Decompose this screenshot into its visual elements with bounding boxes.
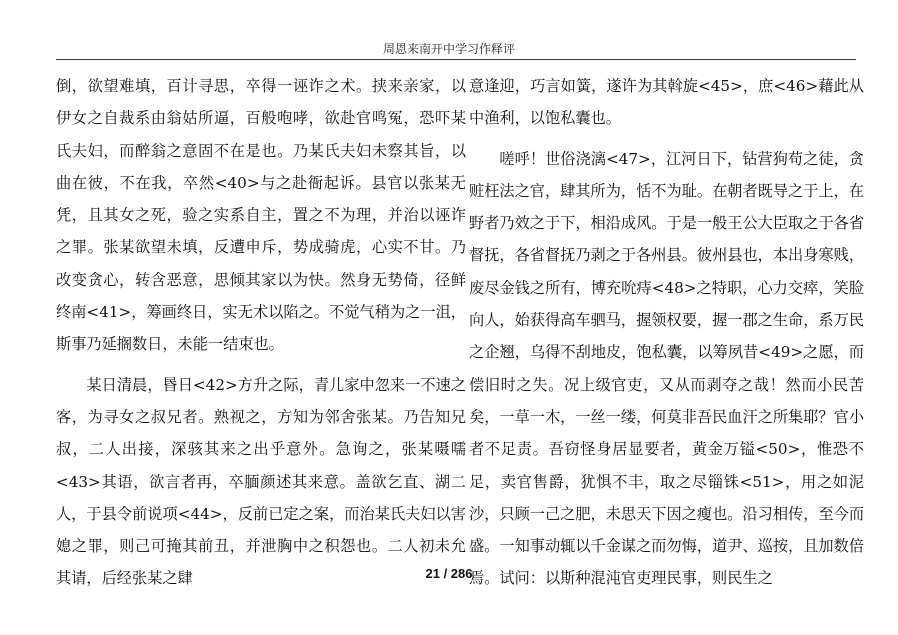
left-paragraph-2: 某日清晨，昬日<42>方升之际，青儿家中忽来一不速之客，为寻女之叔兄者。熟视之，方知为邻舍张某。乃告知兄叔，二人出接，深骇其来之出乎意外。急询之，张某嗫嚅<43>其语，欲言者再，卒腼颜述其来意。盖欲乞直、湖二人，于县令前说项<44>，反前已定之案，而治某氏夫妇以害媳之罪，则己可掩其前丑，并泄胸中之积怨也。二人初未允其请，后经张某之肆 (56, 375, 466, 588)
header-divider (56, 59, 856, 60)
left-paragraph-1: 倒，欲望难填，百计寻思，卒得一诬诈之术。挟来亲家，以伊女之自裁系由翁姑所逼，百般咆哮，欲赴官鸣冤，恐吓某氏夫妇，而醉翁之意固不在是也。乃某氏夫妇未察其旨，以曲在彼，不在我，卒然<40>与之赴衙起诉。县官以张某无凭，且其女之死，验之实系自主，置之不为理，并治以诬诈之罪。张某欲望未填，反遭申斥，势成骑虎，心实不甘。乃改变贪心，转含恶意，思倾其家以为快。然身无势倚，径鲜终南<41>，筹画终日，实无术以陷之。不觉气稍为之一沮，斯事乃延搁数日，未能一结束也。 (56, 77, 466, 354)
right-column (469, 70, 864, 595)
left-column (56, 70, 466, 595)
page-number: 21 / 286 (425, 566, 473, 581)
right-paragraph-1: 意逢迎，巧言如簧，遂许为其斡旋<45>，庶<46>藉此从中渔利，以饱私囊也。 (469, 77, 864, 128)
right-paragraph-2: 嗟呼！世俗浇漓<47>，江河日下，钻营狗苟之徒，贪赃枉法之官，肆其所为，恬不为耻。在朝者既导之于上，在野者乃效之于下，相沿成风。于是一般王公大臣取之于各省督抚，各省督抚乃剥之于各州县。彼州县也，本出身寒贱，废尽金钱之所有，博充吮痔<48>之特职，心力交瘁，笑脸向人，始获得高车驷马，握领权要，握一郡之生命，系万民之企翘，乌得不刮地皮，饱私囊，以筹夙昔<49>之愿，而偿旧时之失。况上级官吏，又从而剥夺之哉！然而小民苦矣，一草一木，一丝一缕，何莫非吾民血汗之所集耶？官小者不足责。吾窃怪身居显要者，黄金万镒<50>，惟恐不足，卖官售爵，犹惧不丰，取之尽锱铢<51>，用之如泥沙，只顾一己之肥，未思天下因之瘦也。沿习相传，至今而盛。一知事动辄以千金谋之而勿悔，道尹、巡按，且加数倍焉。试问：以斯种混沌官吏理民事，则民生之 (469, 149, 864, 588)
running-header: 周恩来南开中学习作释评 (382, 42, 515, 56)
